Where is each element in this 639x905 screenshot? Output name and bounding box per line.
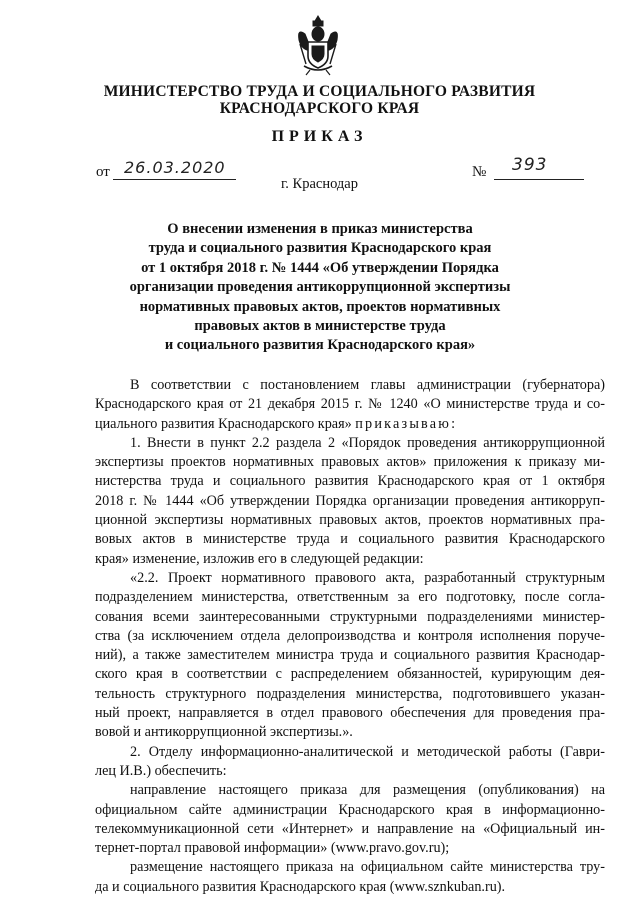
text-line: подразделением министерства, ответственным за его подготовку, после согла-	[95, 589, 605, 606]
paragraph-website	[95, 858, 605, 897]
order-word: приказываю:	[355, 415, 458, 432]
text-line: 2018 г. № 1444 «Об утверждении Порядка организации проведения антикорруп-	[95, 492, 605, 509]
paragraph-quote	[95, 569, 605, 743]
text-line: края» изменение, изложив его в следующей редакции:	[95, 550, 424, 567]
title-line: организации проведения антикоррупционной экспертизы	[129, 279, 511, 296]
text-line: сования всеми заинтересованными структурными подразделениями министер-	[95, 608, 605, 625]
coat-of-arms-emblem	[296, 14, 340, 76]
paragraph-preamble	[95, 376, 605, 434]
text-line	[95, 415, 605, 434]
title-line: от 1 октября 2018 г. № 1444 «Об утверждении Порядка	[141, 259, 499, 276]
text-line: ского края в соответствии с распределением обязанностей, курирующим дея-	[95, 666, 605, 683]
text-line: да и социального развития Краснодарского края (www.sznkuban.ru).	[95, 878, 506, 895]
paragraph-item-1	[95, 434, 605, 569]
city: г. Краснодар	[280, 176, 358, 192]
paragraph-item-2	[95, 743, 605, 782]
title-line: правовых актов в министерстве труда	[194, 318, 446, 335]
text-line: нистерства труда и социального развития Краснодарского края от 1 октября	[95, 473, 605, 490]
ministry-name-line2: КРАСНОДАРСКОГО КРАЯ	[219, 100, 420, 117]
title-line: О внесении изменения в приказ министерства	[167, 221, 473, 237]
text-line: размещение настоящего приказа на официальном сайте министерства тру-	[130, 859, 605, 876]
text-line: тернет-портал правовой информации» (www.pravo.gov.ru);	[95, 840, 450, 857]
text-line: 2. Отделу информационно-аналитической и методической работы (Гаври-	[130, 743, 605, 760]
document-title	[80, 220, 560, 356]
text-line: телекоммуникационной сети «Интернет» и направление на «Официальный ин-	[95, 820, 605, 837]
ministry-name-line1: МИНИСТЕРСТВО ТРУДА И СОЦИАЛЬНОГО РАЗВИТИЯ	[103, 83, 536, 100]
text-line: Краснодарского края от 21 декабря 2015 г. № 1240 «О министерстве труда и со-	[95, 396, 605, 413]
document-body	[95, 376, 605, 897]
text-fragment: циального развития Краснодарского края»	[95, 415, 356, 432]
text-line: направление настоящего приказа для размещения (опубликования) на	[130, 782, 605, 799]
title-line: нормативных правовых актов, проектов нормативных	[139, 298, 501, 315]
text-line: 1. Внести в пункт 2.2 раздела 2 «Порядок проведения антикоррупционной	[130, 434, 605, 451]
text-line: ционной экспертизы нормативных правовых актов, проектов нормативных пра-	[95, 512, 605, 529]
text-line: ный проект, направляется в отдел правового обеспечения для проведения пра-	[95, 705, 605, 722]
text-line: экспертизы проектов нормативных правовых актов» приложения к приказу ми-	[95, 454, 605, 471]
text-line: официальном сайте администрации Краснодарского края в информационно-	[95, 801, 605, 818]
text-line: ний), а также заместителем министра труда и социального развития Краснодар-	[95, 647, 605, 664]
date-value: 26.03.2020	[124, 158, 226, 177]
text-line: ства (за исключением отдела делопроизводства и контроля исполнения поруче-	[95, 627, 605, 644]
title-line: труда и социального развития Краснодарского края	[148, 240, 492, 257]
number-value: 393	[512, 155, 548, 175]
text-line: «2.2. Проект нормативного правового акта, разработанный структурным	[130, 569, 605, 586]
document-type: ПРИКАЗ	[271, 128, 368, 145]
text-line: В соответствии с постановлением главы администрации (губернатора)	[130, 377, 605, 393]
text-line: лец И.В.) обеспечить:	[95, 762, 227, 779]
title-line: и социального развития Краснодарского края»	[164, 337, 476, 354]
date-label: от	[96, 164, 110, 180]
text-line: вовой и антикоррупционной экспертизы.».	[95, 724, 353, 741]
text-line: вовых актов в министерстве труда и социального развития Краснодарского	[95, 531, 605, 548]
paragraph-publication	[95, 781, 605, 858]
text-line: тельность структурного подразделения министерства, подготовившего указан-	[95, 685, 605, 702]
number-label: №	[472, 164, 487, 180]
